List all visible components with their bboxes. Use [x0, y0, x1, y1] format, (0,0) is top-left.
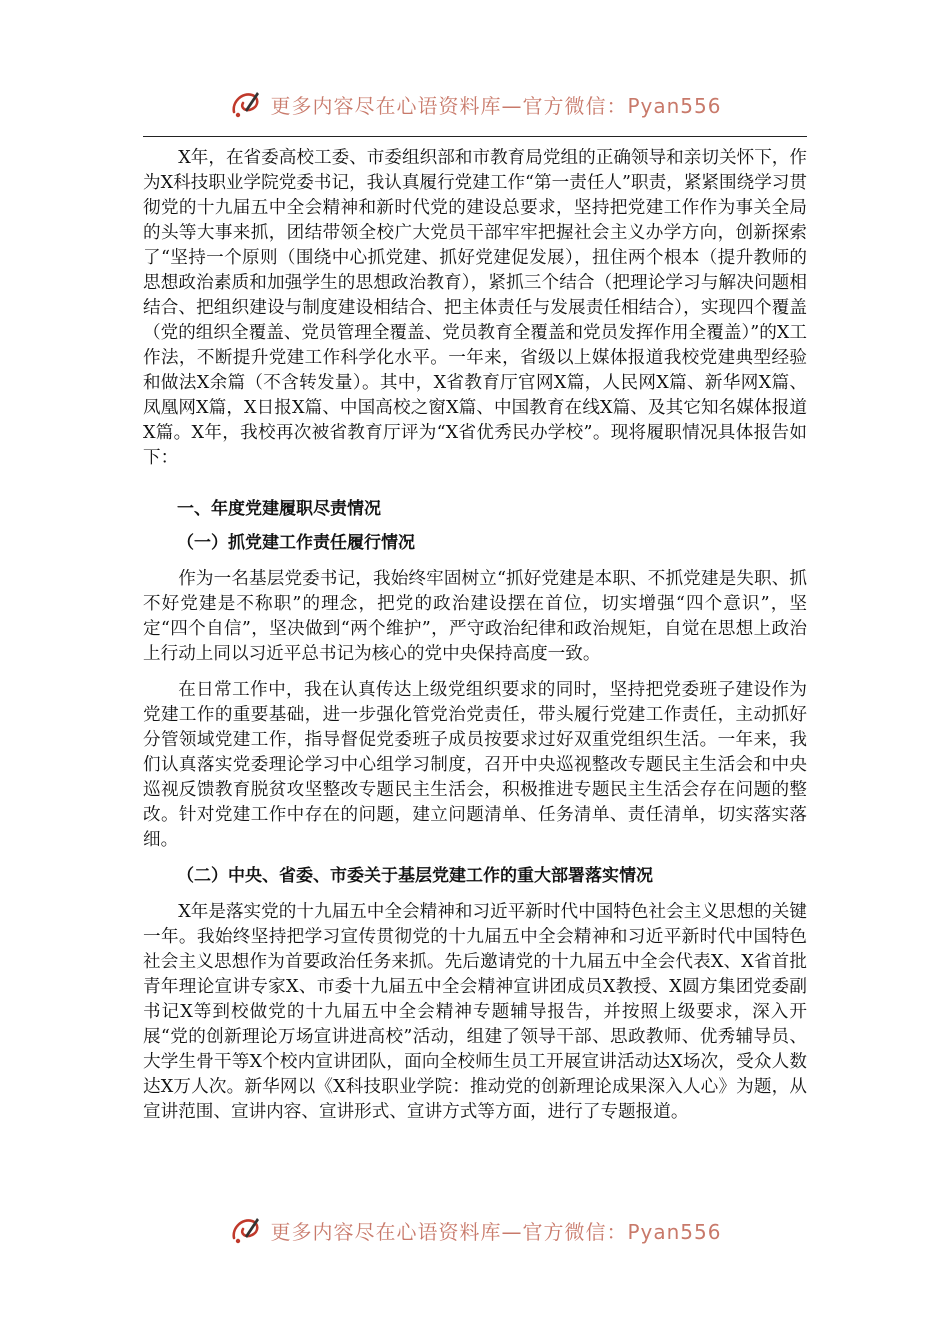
paragraph: 在日常工作中，我在认真传达上级党组织要求的同时，坚持把党委班子建设作为党建工作的重要基础，进一步强化管党治党责任，带头履行党建工作责任，主动抓好分管领域党建工作，指导督促党委班子成员按要求过好双重党组织生活。一年来，我们认真落实党委理论学习中心组学习制度，召开中央巡视整改专题民主生活会和中央巡视反馈教育脱贫攻坚整改专题民主生活会，积极推进专题民主生活会存在问题的整改。针对党建工作中存在的问题，建立问题清单、任务清单、责任清单，切实落实落细。 — [143, 680, 807, 850]
header-divider — [143, 136, 807, 137]
pen-swirl-logo-icon — [228, 1212, 264, 1248]
subsection-heading-2: （二）中央、省委、市委关于基层党建工作的重大部署落实情况 — [177, 866, 653, 886]
paragraph: X年是落实党的十九届五中全会精神和习近平新时代中国特色社会主义思想的关键一年。我始终坚持把学习宣传贯彻党的十九届五中全会精神和习近平新时代中国特色社会主义思想作为首要政治任务来抓。先后邀请党的十九届五中全会代表X、X省首批青年理论宣讲专家X、市委十九届五中全会精神宣讲团成员X教授、X圆方集团党委副书记X等到校做党的十九届五中全会精神专题辅导报告，并按照上级要求，深入开展“党的创新理论万场宣讲进高校”活动，组建了领导干部、思政教师、优秀辅导员、大学生骨干等X个校内宣讲团队，面向全校师生员工开展宣讲活动达X场次，受众人数达X万人次。新华网以《X科技职业学院：推动党的创新理论成果深入人心》为题，从宣讲范围、宣讲内容、宣讲形式、宣讲方式等方面，进行了专题报道。 — [143, 902, 807, 1122]
banner-text: 更多内容尽在心语资料库—官方微信：Pyan556 — [270, 1219, 722, 1244]
section-heading-1: 一、年度党建履职尽责情况 — [177, 499, 381, 519]
intro-paragraph: X年，在省委高校工委、市委组织部和市教育局党组的正确领导和亲切关怀下，作为X科技职业学院党委书记，我认真履行党建工作“第一责任人”职责，紧紧围绕学习贯彻党的十九届五中全会精神和新时代党的建设总要求，坚持把党建工作作为事关全局的头等大事来抓，团结带领全校广大党员干部牢牢把握社会主义办学方向，创新探索了“坚持一个原则（围绕中心抓党建、抓好党建促发展），扭住两个根本（提升教师的思想政治素质和加强学生的思想政治教育），紧抓三个结合（把理论学习与解决问题相结合、把组织建设与制度建设相结合、把主体责任与发展责任相结合），实现四个覆盖（党的组织全覆盖、党员管理全覆盖、党员教育全覆盖和党员发挥作用全覆盖）”的X工作法，不断提升党建工作科学化水平。一年来，省级以上媒体报道我校党建典型经验和做法X余篇（不含转发量）。其中，X省教育厅官网X篇，人民网X篇、新华网X篇、凤凰网X篇，X日报X篇、中国高校之窗X篇、中国教育在线X篇、及其它知名媒体报道X篇。X年，我校再次被省教育厅评为“X省优秀民办学校”。现将履职情况具体报告如下： — [143, 148, 807, 468]
subsection-heading-1: （一）抓党建工作责任履行情况 — [177, 533, 415, 553]
pen-swirl-logo-icon — [228, 86, 264, 122]
document-body — [143, 146, 807, 1125]
header-banner — [0, 84, 950, 124]
banner-text: 更多内容尽在心语资料库—官方微信：Pyan556 — [270, 93, 722, 118]
paragraph: 作为一名基层党委书记，我始终牢固树立“抓好党建是本职、不抓党建是失职、抓不好党建是不称职”的理念，把党的政治建设摆在首位，切实增强“四个意识”，坚定“四个自信”，坚决做到“两个维护”，严守政治纪律和政治规矩，自觉在思想上政治上行动上同以习近平总书记为核心的党中央保持高度一致。 — [143, 569, 807, 664]
footer-banner — [0, 1210, 950, 1250]
